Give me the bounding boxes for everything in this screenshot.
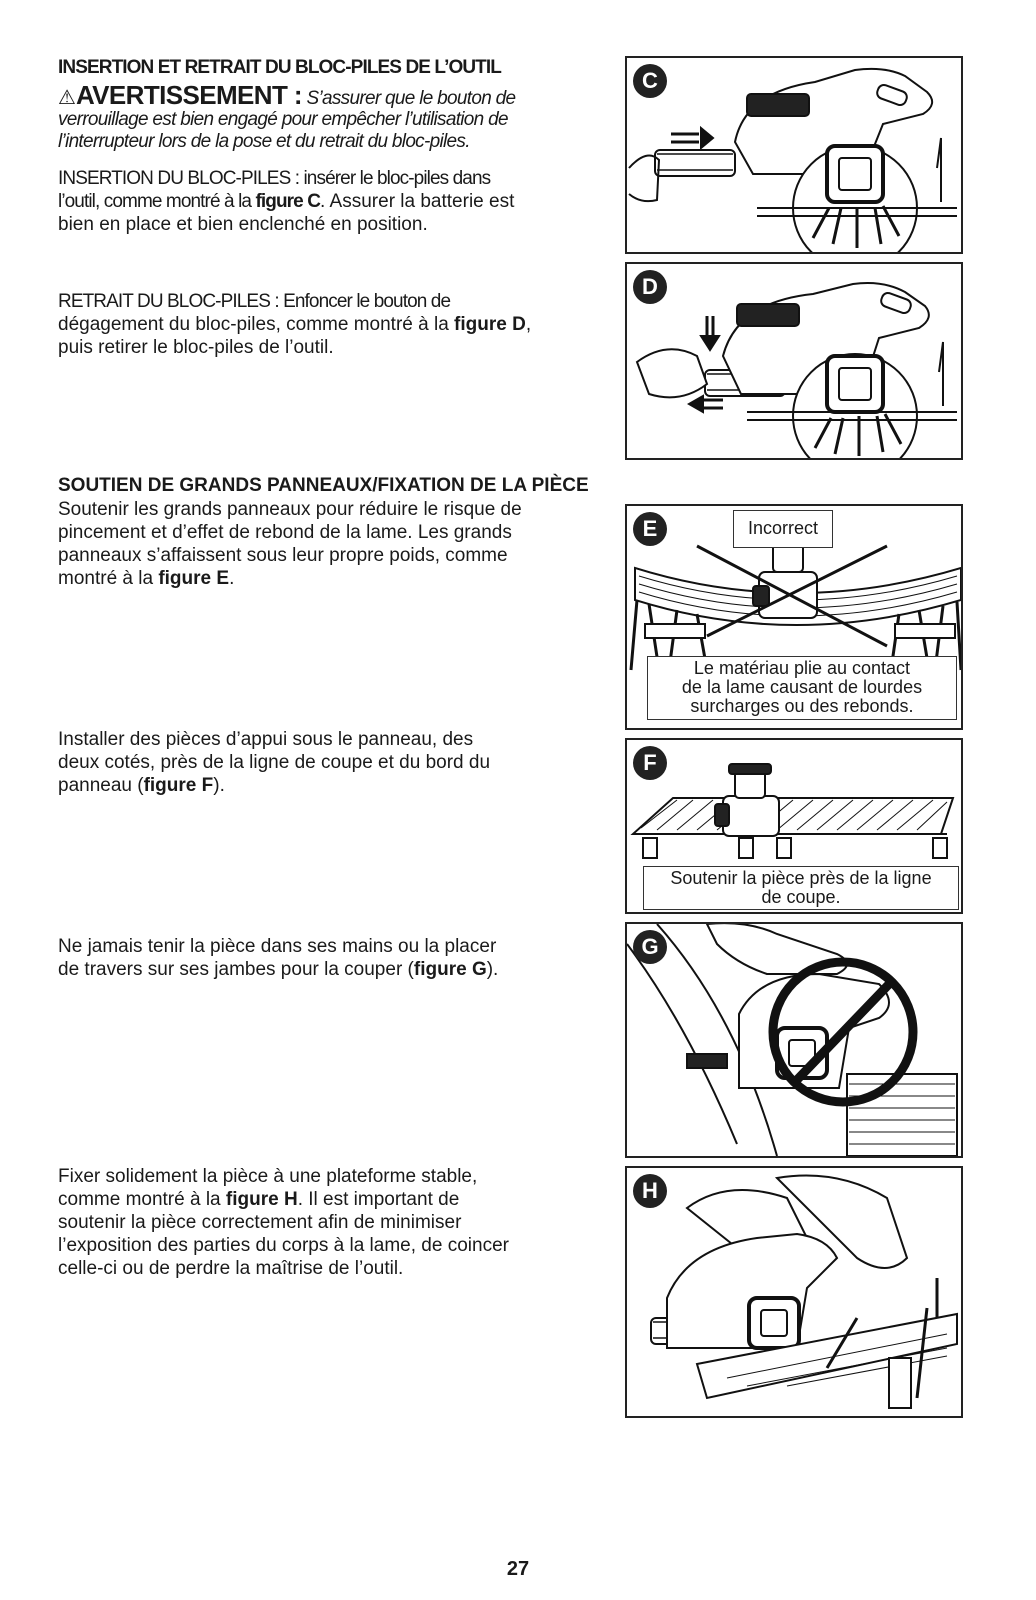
retrait-text-3: puis retirer le bloc-piles de l’outil. — [58, 337, 334, 358]
warning-label: AVERTISSEMENT : — [75, 80, 302, 110]
figure-e-caption-line2: de la lame causant de lourdes — [681, 677, 923, 697]
section-title-battery: INSERTION ET RETRAIT DU BLOC-PILES DE L’OUTIL — [58, 57, 501, 78]
figure-letter-g: G — [633, 930, 667, 964]
warning-text-line3: l’interrupteur lors de la pose et du retrait du bloc-piles. — [58, 131, 470, 152]
figure-c — [625, 56, 963, 254]
fixer-text-3: soutenir la pièce correctement afin de minimiser — [58, 1212, 462, 1233]
figure-letter-d: D — [633, 270, 667, 304]
support-text-1: Soutenir les grands panneaux pour réduire le risque de — [58, 499, 522, 520]
warning-text-line2: verrouillage est bien engagé pour empêcher l’utilisation de — [58, 109, 508, 130]
figure-f-caption — [643, 866, 959, 910]
figure-d — [625, 262, 963, 460]
figure-letter-f: F — [633, 746, 667, 780]
figure-f-caption-line1: Soutenir la pièce près de la ligne — [670, 868, 932, 888]
figure-e — [625, 504, 963, 730]
insertion-text-2: l’outil, comme montré à la figure C. Assurer la batterie est — [58, 191, 515, 212]
fixer-text-4: l’exposition des parties du corps à la lame, de coincer — [58, 1235, 509, 1256]
mains-text-1: Ne jamais tenir la pièce dans ses mains ou la placer — [58, 936, 497, 957]
appui-text-1: Installer des pièces d’appui sous le panneau, des — [58, 729, 474, 750]
fixer-text-5: celle-ci ou de perdre la maîtrise de l’outil. — [58, 1258, 404, 1279]
figure-h — [625, 1166, 963, 1418]
mains-text-2: de travers sur ses jambes pour la couper (figure G). — [58, 959, 499, 980]
figure-e-caption-line3: surcharges ou des rebonds. — [690, 696, 914, 716]
clamped-workpiece-illustration — [627, 1168, 961, 1416]
support-text-3: panneaux s’affaissent sous leur propre poids, comme — [58, 545, 508, 566]
figure-e-caption-line1: Le matériau plie au contact — [693, 658, 911, 678]
figure-letter-e: E — [633, 512, 667, 546]
figure-letter-c: C — [633, 64, 667, 98]
warning-text: S’assurer que le bouton de — [301, 88, 516, 109]
saw-battery-insert-illustration — [627, 58, 961, 252]
retrait-text-1: RETRAIT DU BLOC-PILES : Enfoncer le bouton de — [58, 291, 451, 312]
figure-letter-h: H — [633, 1174, 667, 1208]
fixer-text-2: comme montré à la figure H. Il est important de — [58, 1189, 460, 1210]
fixer-text-1: Fixer solidement la pièce à une plateforme stable, — [58, 1166, 478, 1187]
retrait-text-2: dégagement du bloc-piles, comme montré à la figure D, — [58, 314, 532, 335]
section-title-support: SOUTIEN DE GRANDS PANNEAUX/FIXATION DE LA PIÈCE — [58, 475, 589, 496]
figure-e-label-incorrect: Incorrect — [733, 510, 833, 548]
appui-text-3: panneau (figure F). — [58, 775, 225, 796]
figure-g — [625, 922, 963, 1158]
warning-block — [58, 80, 618, 110]
page-number: 27 — [506, 1558, 530, 1580]
warning-icon: ⚠ — [58, 87, 76, 109]
figure-f-caption-line2: de coupe. — [761, 887, 841, 907]
support-text-2: pincement et d’effet de rebond de la lame. Les grands — [58, 522, 512, 543]
figure-f — [625, 738, 963, 914]
figure-e-caption — [647, 656, 957, 720]
support-text-4: montré à la figure E. — [58, 568, 235, 589]
saw-battery-remove-illustration — [627, 264, 961, 458]
appui-text-2: deux cotés, près de la ligne de coupe et du bord du — [58, 752, 491, 773]
hand-held-workpiece-prohibited-illustration — [627, 924, 961, 1156]
insertion-text-3: bien en place et bien enclenché en position. — [58, 214, 428, 235]
insertion-text-1: INSERTION DU BLOC-PILES : insérer le bloc-piles dans — [58, 168, 491, 189]
